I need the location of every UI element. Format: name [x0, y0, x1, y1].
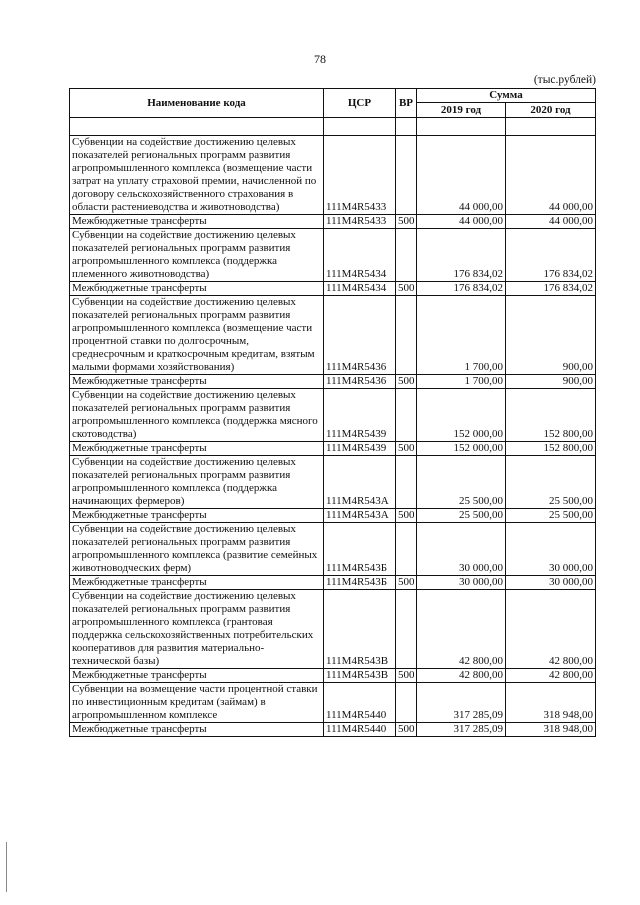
row-csr: 111M4R543Б	[324, 523, 396, 576]
row-name: Субвенции на содействие достижению целевых показателей региональных программ развития агропромышленного комплекса (грантовая поддержка сельскохозяйственных потребительских кооперативов для развития материально-технической базы)	[70, 590, 324, 669]
table-row	[70, 389, 596, 442]
row-name: Межбюджетные трансферты	[70, 375, 324, 389]
header-2020: 2020 год	[506, 103, 596, 118]
row-sum-2020: 25 500,00	[506, 456, 596, 509]
row-vr	[396, 389, 417, 442]
row-sum-2019: 30 000,00	[417, 523, 506, 576]
row-sum-2020: 44 000,00	[506, 215, 596, 229]
row-name: Межбюджетные трансферты	[70, 576, 324, 590]
row-sum-2019: 42 800,00	[417, 590, 506, 669]
row-csr: 111M4R5433	[324, 215, 396, 229]
row-name: Межбюджетные трансферты	[70, 509, 324, 523]
table-row	[70, 282, 596, 296]
row-vr: 500	[396, 215, 417, 229]
row-sum-2019: 25 500,00	[417, 509, 506, 523]
margin-mark	[6, 842, 11, 892]
row-sum-2019: 152 000,00	[417, 442, 506, 456]
row-sum-2020: 42 800,00	[506, 590, 596, 669]
table-row	[70, 215, 596, 229]
header-csr: ЦСР	[324, 89, 396, 118]
row-name: Субвенции на содействие достижению целевых показателей региональных программ развития агропромышленного комплекса (поддержка мясного скотоводства)	[70, 389, 324, 442]
row-vr	[396, 229, 417, 282]
row-csr: 111M4R543B	[324, 590, 396, 669]
row-sum-2019: 30 000,00	[417, 576, 506, 590]
row-vr	[396, 523, 417, 576]
row-csr: 111M4R5434	[324, 282, 396, 296]
row-name: Субвенции на возмещение части процентной ставки по инвестиционным кредитам (займам) в агропромышленном комплексе	[70, 683, 324, 723]
header-2019: 2019 год	[417, 103, 506, 118]
row-sum-2020: 318 948,00	[506, 723, 596, 737]
row-csr: 111M4R5440	[324, 723, 396, 737]
row-vr	[396, 296, 417, 375]
table-row	[70, 229, 596, 282]
row-sum-2020: 176 834,02	[506, 282, 596, 296]
row-sum-2019: 317 285,09	[417, 683, 506, 723]
row-sum-2020: 152 800,00	[506, 442, 596, 456]
row-vr: 500	[396, 282, 417, 296]
header-vr: ВР	[396, 89, 417, 118]
row-sum-2020: 44 000,00	[506, 136, 596, 215]
row-sum-2019: 152 000,00	[417, 389, 506, 442]
row-name: Межбюджетные трансферты	[70, 723, 324, 737]
row-name: Субвенции на содействие достижению целевых показателей региональных программ развития агропромышленного комплекса (поддержка начинающих фермеров)	[70, 456, 324, 509]
row-sum-2019: 1 700,00	[417, 296, 506, 375]
row-sum-2019: 44 000,00	[417, 215, 506, 229]
row-sum-2019: 1 700,00	[417, 375, 506, 389]
row-sum-2020: 42 800,00	[506, 669, 596, 683]
row-sum-2020: 176 834,02	[506, 229, 596, 282]
row-name: Субвенции на содействие достижению целевых показателей региональных программ развития агропромышленного комплекса (возмещение части затрат на уплату страховой премии, начисленной по договору сельскохозяйственного страхования в области растениеводства и животноводства)	[70, 136, 324, 215]
table-row	[70, 523, 596, 576]
row-csr: 111M4R5433	[324, 136, 396, 215]
row-vr	[396, 683, 417, 723]
row-vr: 500	[396, 509, 417, 523]
row-sum-2019: 176 834,02	[417, 282, 506, 296]
row-csr: 111M4R5436	[324, 296, 396, 375]
row-csr: 111M4R543B	[324, 669, 396, 683]
row-vr: 500	[396, 723, 417, 737]
table-row	[70, 509, 596, 523]
table-row	[70, 576, 596, 590]
row-csr: 111M4R5436	[324, 375, 396, 389]
row-sum-2020: 900,00	[506, 375, 596, 389]
row-sum-2019: 42 800,00	[417, 669, 506, 683]
row-name: Межбюджетные трансферты	[70, 669, 324, 683]
row-vr: 500	[396, 442, 417, 456]
row-name: Межбюджетные трансферты	[70, 442, 324, 456]
row-csr: 111M4R543Б	[324, 576, 396, 590]
table-row	[70, 136, 596, 215]
row-name: Субвенции на содействие достижению целевых показателей региональных программ развития агропромышленного комплекса (возмещение части процентной ставки по долгосрочным, среднесрочным и краткосрочным кредитам, взятым малыми формами хозяйствования)	[70, 296, 324, 375]
table-row	[70, 683, 596, 723]
table-row	[70, 375, 596, 389]
row-vr	[396, 590, 417, 669]
row-sum-2019: 25 500,00	[417, 456, 506, 509]
row-csr: 111M4R5439	[324, 389, 396, 442]
page-number: 78	[314, 52, 326, 66]
row-vr	[396, 456, 417, 509]
row-sum-2020: 30 000,00	[506, 523, 596, 576]
table-row	[70, 442, 596, 456]
row-name: Межбюджетные трансферты	[70, 282, 324, 296]
row-vr	[396, 136, 417, 215]
row-vr: 500	[396, 669, 417, 683]
row-csr: 111M4R5434	[324, 229, 396, 282]
header-row-top	[70, 89, 596, 103]
row-sum-2019: 44 000,00	[417, 136, 506, 215]
row-sum-2020: 900,00	[506, 296, 596, 375]
row-sum-2020: 30 000,00	[506, 576, 596, 590]
row-name: Субвенции на содействие достижению целевых показателей региональных программ развития агропромышленного комплекса (развитие семейных животноводческих ферм)	[70, 523, 324, 576]
row-vr: 500	[396, 576, 417, 590]
row-name: Межбюджетные трансферты	[70, 215, 324, 229]
row-csr: 111M4R5439	[324, 442, 396, 456]
row-name: Субвенции на содействие достижению целевых показателей региональных программ развития агропромышленного комплекса (поддержка племенного животноводства)	[70, 229, 324, 282]
row-csr: 111M4R543A	[324, 456, 396, 509]
header-name: Наименование кода	[70, 89, 324, 118]
row-sum-2020: 152 800,00	[506, 389, 596, 442]
row-csr: 111M4R543A	[324, 509, 396, 523]
units-label: (тыс.рублей)	[533, 74, 596, 86]
row-sum-2019: 317 285,09	[417, 723, 506, 737]
row-sum-2020: 318 948,00	[506, 683, 596, 723]
row-sum-2020: 25 500,00	[506, 509, 596, 523]
table-row	[70, 590, 596, 669]
row-csr: 111M4R5440	[324, 683, 396, 723]
header-sum: Сумма	[417, 89, 596, 103]
row-sum-2019: 176 834,02	[417, 229, 506, 282]
table-row	[70, 296, 596, 375]
table-row	[70, 723, 596, 737]
table-row	[70, 456, 596, 509]
table-row	[70, 669, 596, 683]
budget-table	[69, 88, 596, 737]
row-vr: 500	[396, 375, 417, 389]
spacer-row	[70, 118, 596, 136]
